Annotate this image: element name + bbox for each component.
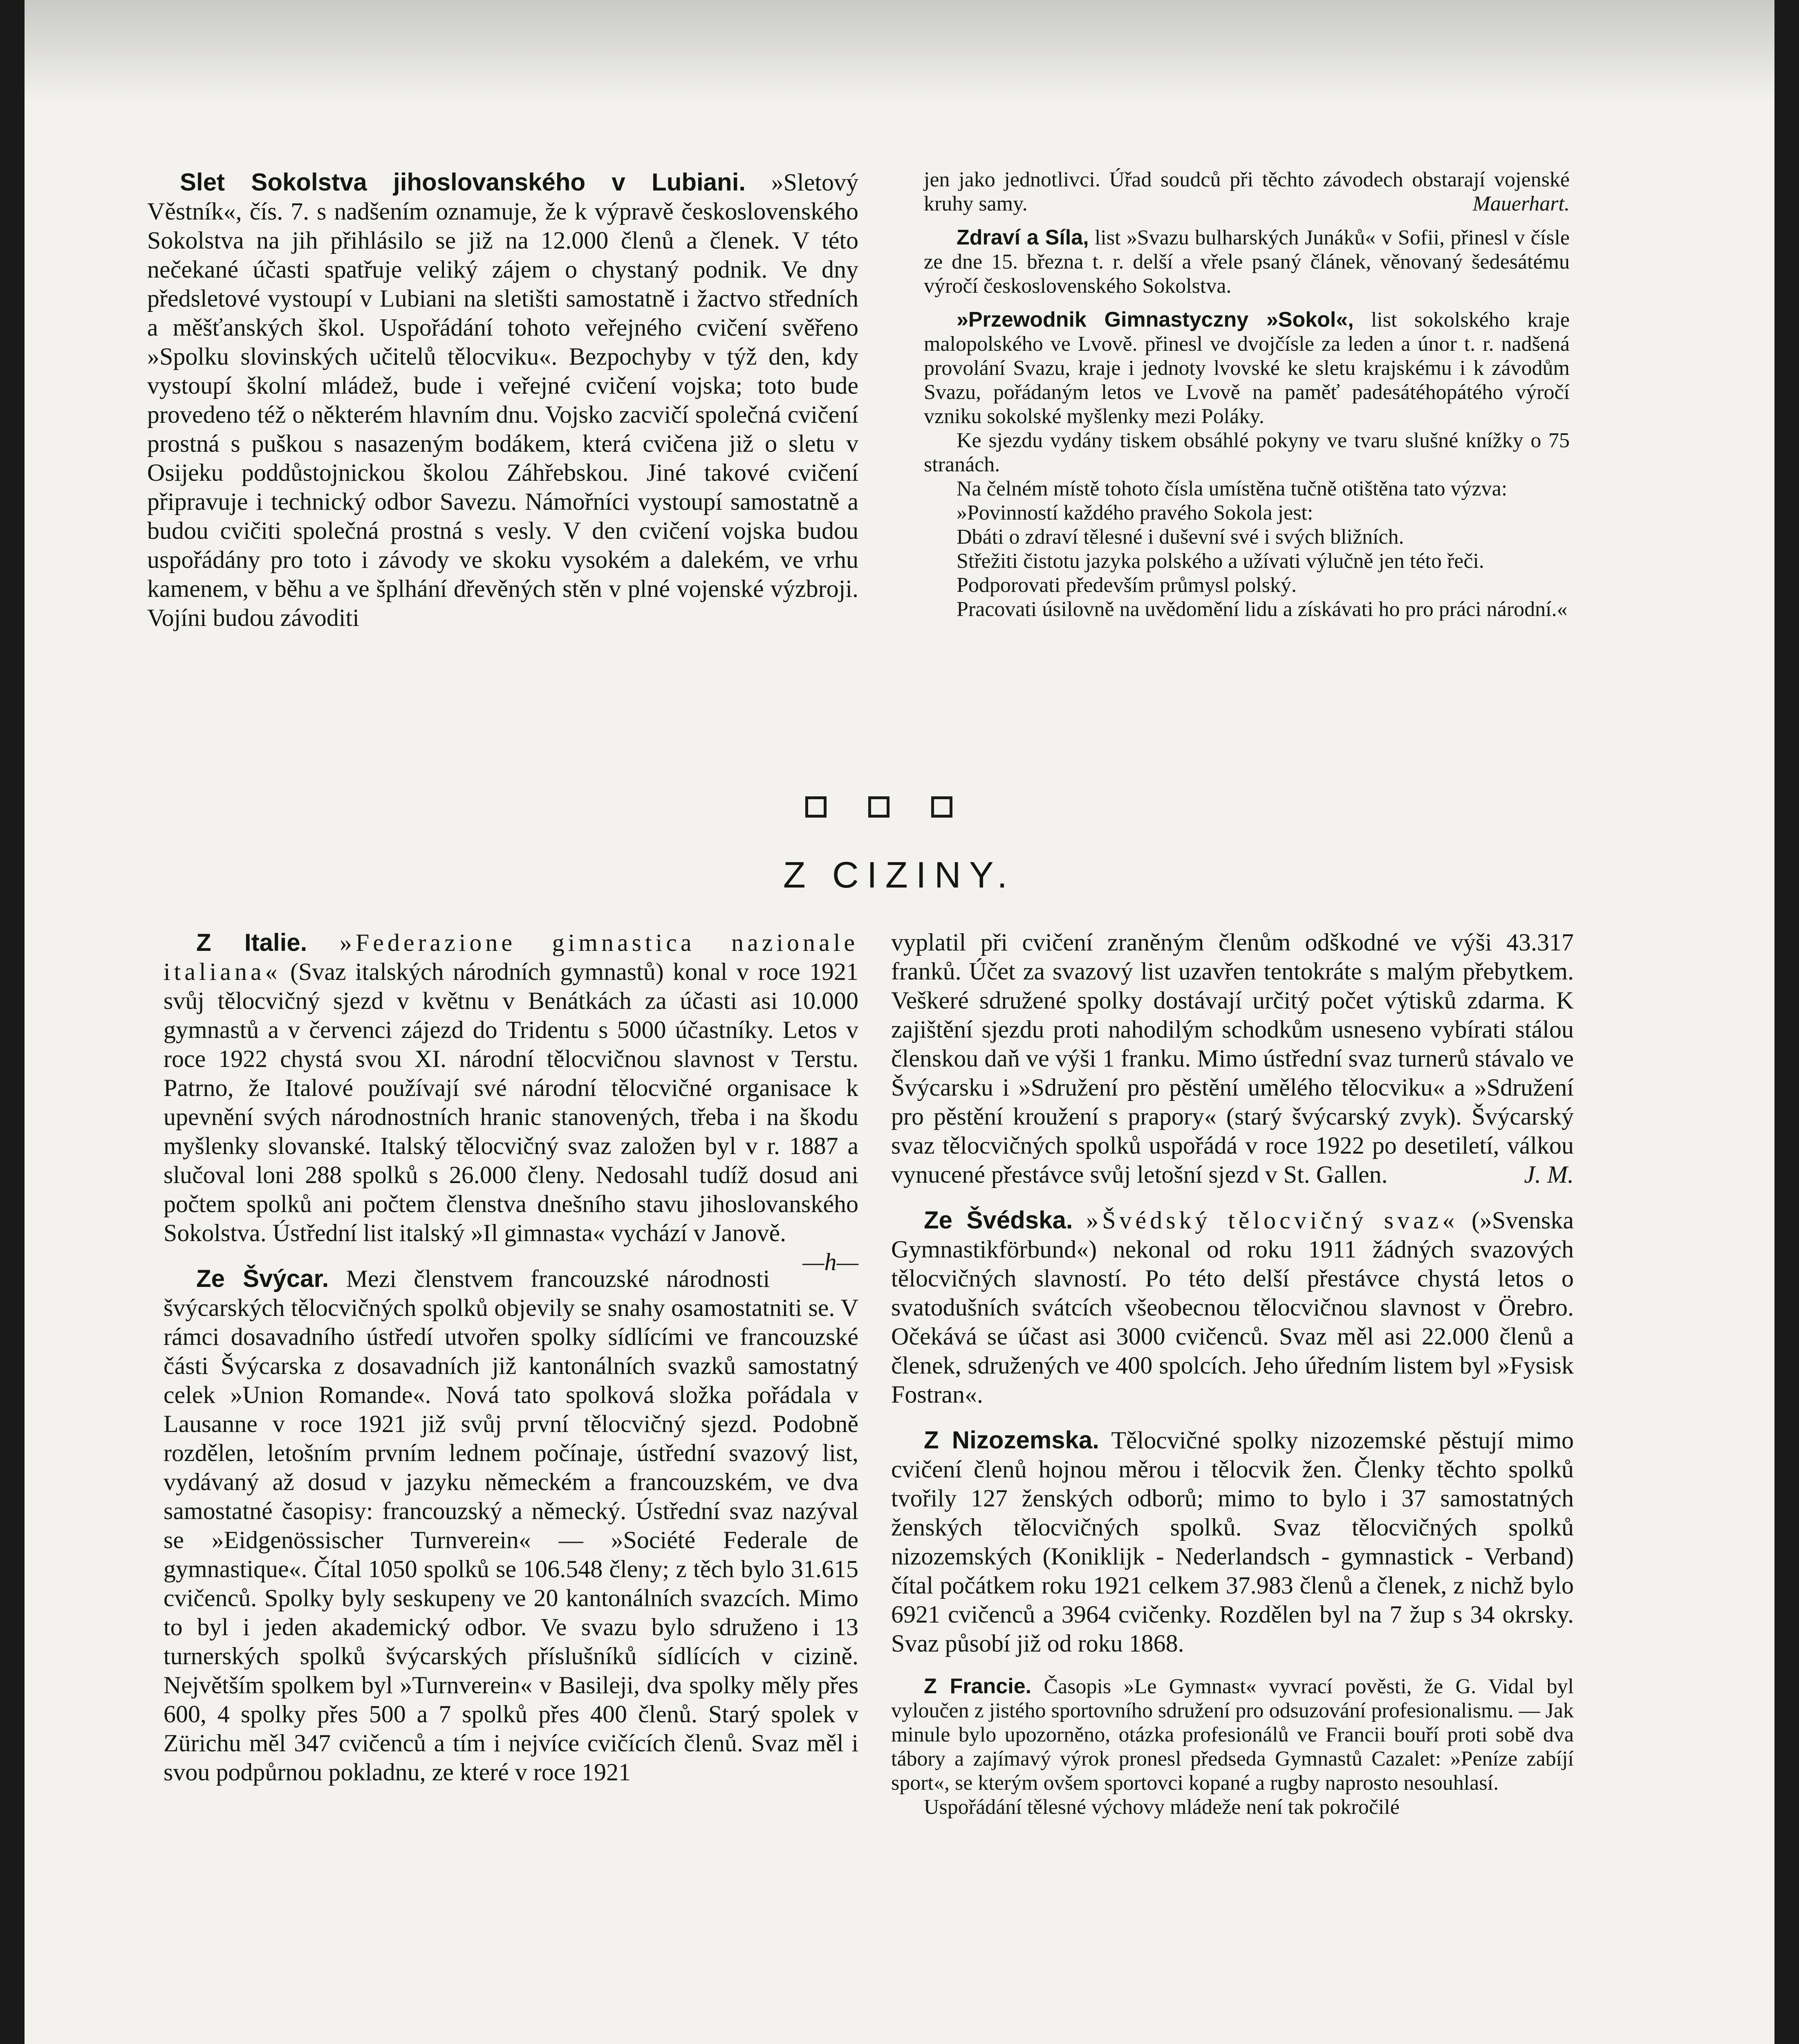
column-top-left [147,168,858,632]
article-svycar: Ze Švýcar. Mezi členstvem francouzské národnosti švýcarských tělocvičných spolků objevily se snahy osamostatniti se. V rámci dosavadního ústředí utvořen spolky sídlícími ve francouzské části Švýcarska z dosavadních již kantonálních svazků samostatný celek »Union Romande«. Nová tato spolková složka pořádala v Lausanne v roce 1921 již svůj první tělocvičný sjezd. Podobně rozdělen, letošním prvním lednem počínaje, ústřední svazový list, vydávaný až dosud v jazyku německém a francouzském, ve dva samostatné časopisy: francouzský a německý. Ústřední svaz nazýval se »Eidgenössischer Turnverein« — »Société Federale de gymnastique«. Čítal 1050 spolků se 106.548 členy; z těch bylo 31.615 cvičenců. Spolky byly seskupeny ve 20 kantonálních svazcích. Mimo to byl i jeden akademický odbor. Ve svazu bylo sdruženo i 13 turnerských spolků švýcarských příslušníků sídlících v cizině. Největším spolkem byl »Turnverein« v Basileji, dva spolky měly přes 600, 4 spolky přes 500 a 7 spolků přes 400 členů. Starý spolek v Zürichu měl 347 cvičenců a tím i nejvíce cvičících členů. Svaz měl i svou podpůrnou pokladnu, ze které v roce 1921 [164,1265,858,1786]
signature: J. M. [1524,1161,1574,1188]
article-body: »Sletový Věstník«, čís. 7. s nadšením oznamuje, že k výpravě československého Sokolstva na jih přihlásilo se již na 12.000 členů a členek. V této nečekané účasti spatřuje veliký zájem o chystaný podnik. Ve dny předsletové vystoupí v Lubiani na sletišti samostatně i žactvo středních a měšťanských škol. Uspořádání tohoto veřejného cvičení svěřeno »Spolku slovinských učitelů tělocviku«. Bezpochyby v týž den, kdy vystoupí školní mládež, bude i veřejné cvičení vojska; toto bude provedeno též o některém hlavním dnu. Vojsko zacvičí společná cvičení prostná s puškou s nasazeným bodákem, která cvičena již o sletu v Osijeku poddůstojnickou školou Záhřebskou. Jiné takové cvičení připravuje i technický odbor Savezu. Námořníci vystoupí samostatně a budou cvičiti společná prostná s vesly. V den cvičení vojska budou uspořádány pro toto i závody ve skoku vysokém a dalekém, ve vrhu kamenem, v běhu a ve šplhání dřevěných stěn v plné vojenské výzbroji. Vojíni budou závoditi [147,169,858,631]
article-heading: Z Italie. [196,929,307,956]
column-bottom-right [891,928,1574,1819]
signature: —h— [802,1248,858,1275]
spaced-name: »Švédský tělocvičný svaz« [1086,1207,1458,1234]
section-title: Z CIZINY. [783,855,1016,896]
paragraph: Uspořádání tělesné výchovy mládeže není tak pokročilé [924,1795,1400,1819]
article-heading: »Przewodnik Gimnastyczny »Sokol«, [957,308,1354,332]
column-bottom-left [164,928,858,1787]
spaced-name: »Federazione gimnastica nazionale italiana« [164,929,858,985]
scan-shadow-top [0,0,1799,102]
article-continuation: vyplatil při cvičení zraněným členům odškodné ve výši 43.317 franků. Účet za svazový list uzavřen tentokráte s malým přebytkem. Veškeré sdružené spolky dostávají určitý počet výtisků zdarma. K zajištění sjezdu proti nahodilým schodkům usneseno vybírati stálou členskou daň ve výši 1 franku. Mimo ústřední svaz turnerů stávalo ve Švýcarsku i »Sdružení pro pěstění umělého tělocviku« a »Sdružení pro pěstění kroužení s prapory« (starý švýcarský zvyk). Švýcarský svaz tělocvičných spolků uspořádá v roce 1922 po desetiletí, válkou vynucené přestávce svůj letošní sjezd v St. Gallen. J. M. [891,928,1574,1189]
scan-border-left [0,0,25,2044]
article-heading: Slet Sokolstva jihoslovanského v Lubiani. [180,168,746,196]
square-ornament-icon [931,796,952,818]
signature: Mauerhart. [1472,192,1570,215]
article-italie: Z Italie. »Federazione gimnastica nazionale italiana« (Svaz italských národních gymnastů) konal v roce 1921 svůj tělocvičný sjezd v květnu v Benátkách za účasti asi 10.000 gymnastů a v červenci zájezd do Tridentu s 5000 účastníky. Letos v roce 1922 chystá svou XI. národní tělocvičnou slavnost v Terstu. Patrno, že Italové používají své národní tělocvičné organisace k upevnění svých národnostních hranic stanovených, třeba i na škodu myšlenky slovanské. Italský tělocvičný svaz založen byl v r. 1887 a slučoval loni 288 spolků s 26.000 členy. Nedosahl tudíž dosud ani počtem spolků ani počtem členstva dnešního stavu jihoslovanského Sokolstva. Ústřední list italský »Il gimnasta« vychází v Janově. —h— [164,928,858,1248]
section-divider [805,796,952,825]
article-zdravi-a-sila: Zdraví a Síla, list »Svazu bulharských Junáků« v Sofii, přinesl v čísle ze dne 15. března t. r. delší a vřele psaný článek, věnovaný šedesátému výročí československého Sokolstva. [924,226,1570,298]
quote-line: »Povinností každého pravého Sokola jest: [957,501,1313,524]
article-heading: Z Francie. [924,1674,1032,1698]
square-ornament-icon [805,796,827,818]
paragraph: Ke sjezdu vydány tiskem obsáhlé pokyny ve tvaru slušné knížky o 75 stranách. [924,429,1570,476]
article-nizozemsko: Z Nizozemska. Tělocvičné spolky nizozemské pěstují mimo cvičení členů hojnou měrou i tělocvik žen. Členky těchto spolků tvořily 127 ženských odborů; mimo to bylo i 37 samostatných ženských tělocvičných spolků. Svaz tělocvičných spolků nizozemských (Koniklijk - Nederlandsch - gymnastick - Verband) čítal počátkem roku 1921 celkem 37.983 členů a členek, z nichž bylo 6921 cvičenců a 3964 cvičenky. Rozdělen byl na 7 žup s 34 okrsky. Svaz působí již od roku 1868. [891,1426,1574,1657]
paragraph: Na čelném místě tohoto čísla umístěna tučně otištěna tato výzva: [957,477,1508,500]
quote-line: Střežiti čistotu jazyka polského a užívati výlučně jen této řeči. [957,549,1484,573]
square-ornament-icon [868,796,889,818]
article-continuation: jen jako jednotlivci. Úřad soudců při těchto závodech obstarají vojenské kruhy samy. Mauerhart. [924,168,1570,215]
article-heading: Ze Švédska. [924,1206,1073,1234]
quote-line: Podporovati především průmysl polský. [957,574,1297,597]
scan-border-right [1774,0,1799,2044]
article-slet [147,168,858,632]
article-francie: Z Francie. Časopis »Le Gymnast« vyvrací pověsti, že G. Vidal byl vyloučen z jistého sportovního sdružení pro odsuzování profesionalismu. — Jak minule bylo upozorněno, otázka profesionálů ve Francii bouří proti sobě dva tábory a zajímavý výrok pronesl předseda Gymnastů Cazalet: »Peníze zabíjí sport«, se kterým ovšem sportovci kopané a rugby naprosto nesouhlasí. [891,1674,1574,1795]
article-heading: Ze Švýcar. [196,1265,329,1292]
article-heading: Zdraví a Síla, [957,226,1089,249]
article-heading: Z Nizozemska. [924,1426,1099,1454]
article-francie-block [891,1674,1574,1819]
article-svedsko: Ze Švédska. »Švédský tělocvičný svaz« (»Svenska Gymnastikförbund«) nekonal od roku 1911 žádných svazových tělocvičných slavností. Po této delší přestávce chystá letos o svatodušních svátcích všeobecnou tělocvičnou slavnost v Örebro. Očekává se účast asi 3000 cvičenců. Svaz měl asi 22.000 členů a členek, sdružených ve 400 spolcích. Jeho úředním listem byl »Fysisk Fostran«. [891,1206,1574,1408]
quote-line: Dbáti o zdraví tělesné i duševní své i svých bližních. [957,525,1404,549]
quote-line: Pracovati úsilovně na uvědomění lidu a získávati ho pro práci národní.« [957,598,1568,621]
article-przewodnik: »Przewodnik Gimnastyczny »Sokol«, list sokolského kraje malopolského ve Lvově. přinesl ve dvojčísle za leden a únor t. r. nadšená provolání Svazu, kraje i jednoty lvovské ke sletu krajskému i k závodům Svazu, pořádaným letos ve Lvově na paměť padesátéhopátého výročí vzniku sokolské myšlenky mezi Poláky. [924,308,1570,428]
column-top-right [924,168,1570,621]
